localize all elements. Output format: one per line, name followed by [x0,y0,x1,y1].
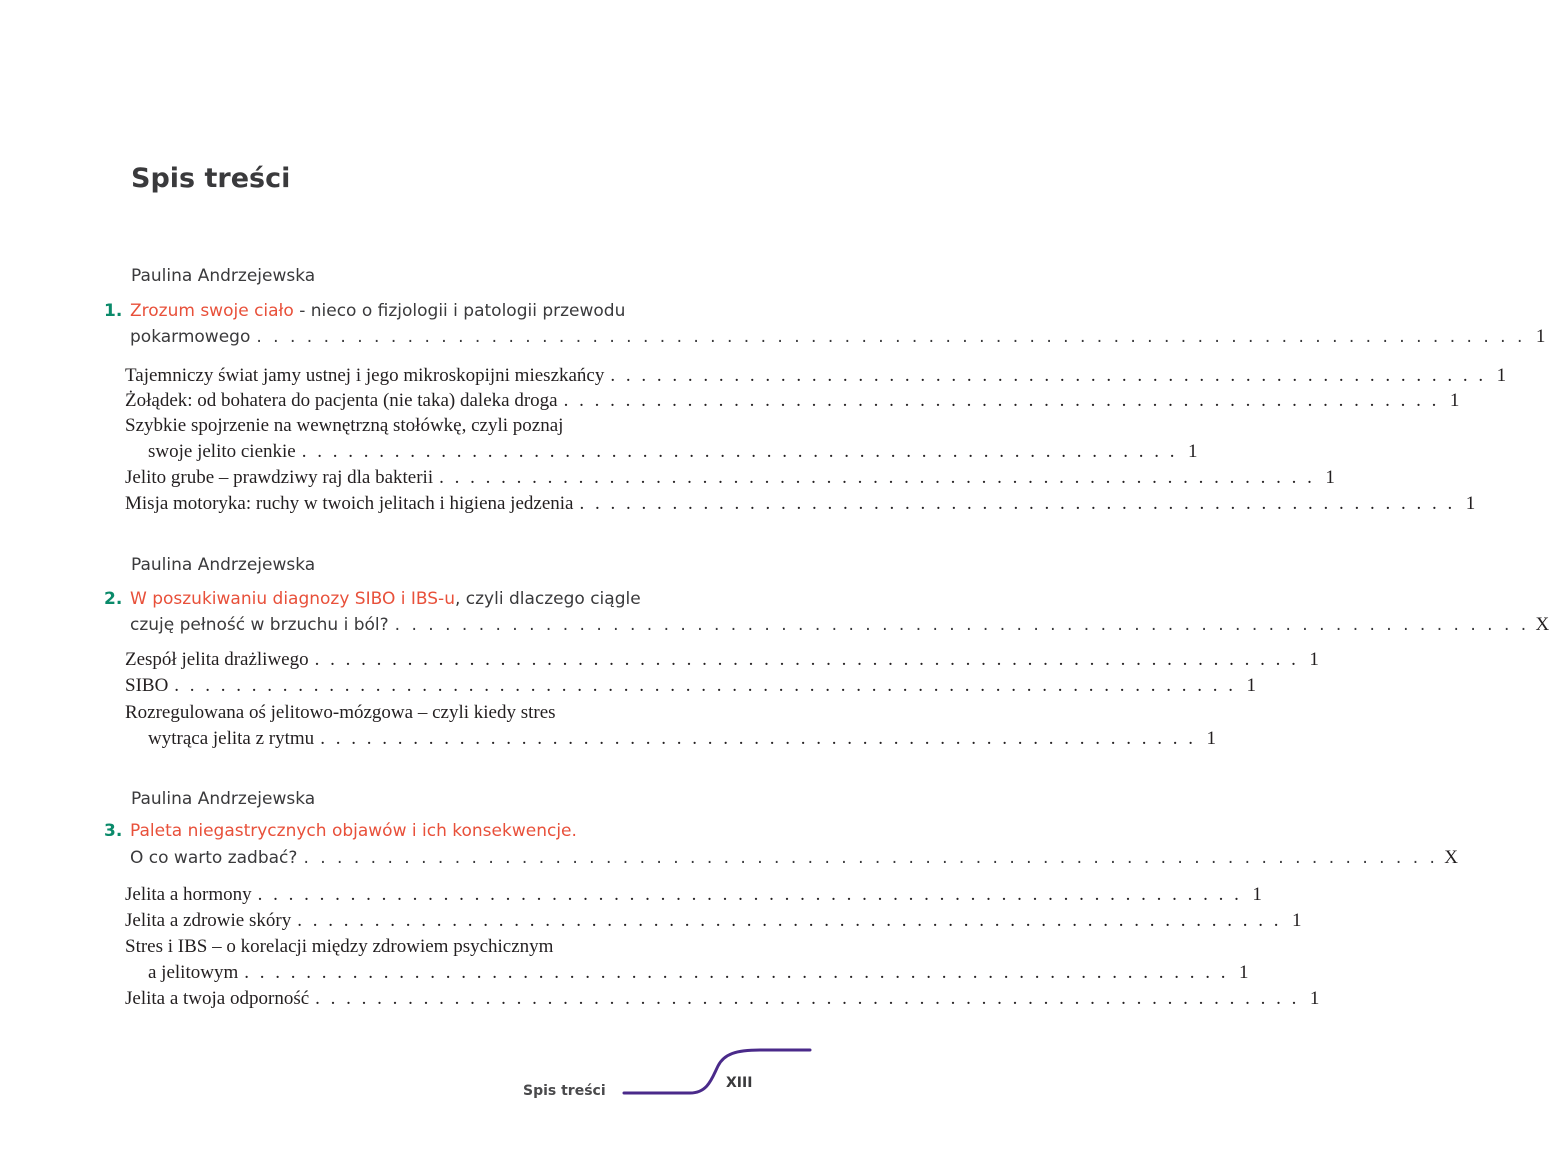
page-number: 1 [1206,728,1216,749]
dot-leader: . . . . . . . . . . . . . . . . . . . . . . . . . . . . . . . . . . . . . . . . . . . . . . . . . . . . . . . . . . . . . . . . [315,988,1300,1009]
chapter-title-rest: - nieco o fizjologii i patologii przewodu [293,301,626,321]
dot-leader: . . . . . . . . . . . . . . . . . . . . . . . . . . . . . . . . . . . . . . . . . . . . . . . . . . . . . . . . . . . . . . . . . . . . . . . . . . . . [256,327,1526,347]
page-title: Spis treści [131,163,291,194]
dot-leader: . . . . . . . . . . . . . . . . . . . . . . . . . . . . . . . . . . . . . . . . . . . . . . . . . . . . . . . . . [563,390,1440,411]
page-number: 1 [1465,493,1476,514]
section-title-cont: swoje jelito cienkie [148,441,296,462]
section-title: Jelita a zdrowie skóry [125,910,292,931]
dot-leader: . . . . . . . . . . . . . . . . . . . . . . . . . . . . . . . . . . . . . . . . . . . . . . . . . . . . . . . . . . . . . . . . [314,649,1299,670]
dot-leader: . . . . . . . . . . . . . . . . . . . . . . . . . . . . . . . . . . . . . . . . . . . . . . . . . . . . . . . . . [439,467,1315,488]
page-number: 1 [1309,988,1320,1009]
section-title: Jelita a twoja odporność [125,988,310,1009]
page-number: 1 [1187,441,1198,462]
chapter-author: Paulina Andrzejewska [131,266,316,286]
page-number: 1 [1449,390,1460,411]
section-title: Żołądek: od bohatera do pacjenta (nie taka) daleka droga [125,390,558,411]
page-number: 1 [1252,884,1262,905]
section-title-cont: a jelitowym [148,962,239,983]
section-title: SIBO [125,675,169,696]
dot-leader: . . . . . . . . . . . . . . . . . . . . . . . . . . . . . . . . . . . . . . . . . . . . . . . . . . . . . . . . . . . . . . . . [257,884,1242,905]
section-title: Jelita a hormony [125,884,252,905]
page-number: 1 [1238,962,1249,983]
chapter-number: 3. [104,821,123,841]
section-title: Zespół jelita drażliwego [125,649,309,670]
dot-leader: . . . . . . . . . . . . . . . . . . . . . . . . . . . . . . . . . . . . . . . . . . . . . . . . . . . . . . . . . [301,441,1178,462]
chapter-author: Paulina Andrzejewska [131,555,316,575]
dot-leader: . . . . . . . . . . . . . . . . . . . . . . . . . . . . . . . . . . . . . . . . . . . . . . . . . . . . . . . . . . . . . . . . . . . . [303,848,1438,868]
chapter-title-rest: , czyli dlaczego ciągle [454,589,641,609]
section-title: Tajemniczy świat jamy ustnej i jego mikroskopijni mieszkańcy [125,365,605,386]
chapter-title-highlight: Zrozum swoje ciało [130,301,294,321]
dot-leader: . . . . . . . . . . . . . . . . . . . . . . . . . . . . . . . . . . . . . . . . . . . . . . . . . . . . . . . . . . . . . . . . . . . . . [174,675,1237,696]
chapter-title-highlight: Paleta niegastrycznych objawów i ich konsekwencje. [130,821,577,841]
dot-leader: . . . . . . . . . . . . . . . . . . . . . . . . . . . . . . . . . . . . . . . . . . . . . . . . . . . . . . . . . [320,728,1196,749]
dot-leader: . . . . . . . . . . . . . . . . . . . . . . . . . . . . . . . . . . . . . . . . . . . . . . . . . . . . . . . . . [579,493,1456,514]
chapter-number: 2. [104,589,123,609]
section-title: Jelito grube – prawdziwy raj dla bakterii [125,467,434,488]
dot-leader: . . . . . . . . . . . . . . . . . . . . . . . . . . . . . . . . . . . . . . . . . . . . . . . . . . . . . . . . . . . . . . . . [244,962,1229,983]
section-title: Misja motoryka: ruchy w twoich jelitach i higiena jedzenia [125,493,574,514]
chapter-title-line2: pokarmowego [130,327,251,347]
page-number: 1 [1309,649,1319,670]
section-title[interactable]: Stres i IBS – o korelacji między zdrowiem psychicznym [125,936,554,957]
page-number: 1 [1496,365,1507,386]
section-title[interactable]: Szybkie spojrzenie na wewnętrzną stołówkę, czyli poznaj [125,415,564,436]
footer-page-number: XIII [726,1075,753,1091]
section-title-cont: wytrąca jelita z rytmu [148,728,315,749]
footer-label: Spis treści [523,1083,606,1099]
chapter-title-line2: czuję pełność w brzuchu i ból? [130,615,389,635]
page-number: 1 [1246,675,1257,696]
page-number: 1 [1535,326,1546,347]
chapter-number: 1. [104,301,123,321]
dot-leader: . . . . . . . . . . . . . . . . . . . . . . . . . . . . . . . . . . . . . . . . . . . . . . . . . . . . . . . . . . . . . . . . . . . . [394,615,1530,635]
page-number: 1 [1291,910,1302,931]
chapter-title-line2: O co warto zadbać? [130,848,298,868]
section-title[interactable]: Rozregulowana oś jelitowo-mózgowa – czyli kiedy stres [125,702,556,723]
page-number: 1 [1325,467,1335,488]
dot-leader: . . . . . . . . . . . . . . . . . . . . . . . . . . . . . . . . . . . . . . . . . . . . . . . . . . . . . . . . . [610,365,1487,386]
chapter-author: Paulina Andrzejewska [131,789,316,809]
page-number: X [1444,847,1458,868]
chapter-title-highlight: W poszukiwaniu diagnozy SIBO i IBS-u [130,589,455,609]
page-number: X [1535,614,1549,635]
dot-leader: . . . . . . . . . . . . . . . . . . . . . . . . . . . . . . . . . . . . . . . . . . . . . . . . . . . . . . . . . . . . . . . . [297,910,1282,931]
